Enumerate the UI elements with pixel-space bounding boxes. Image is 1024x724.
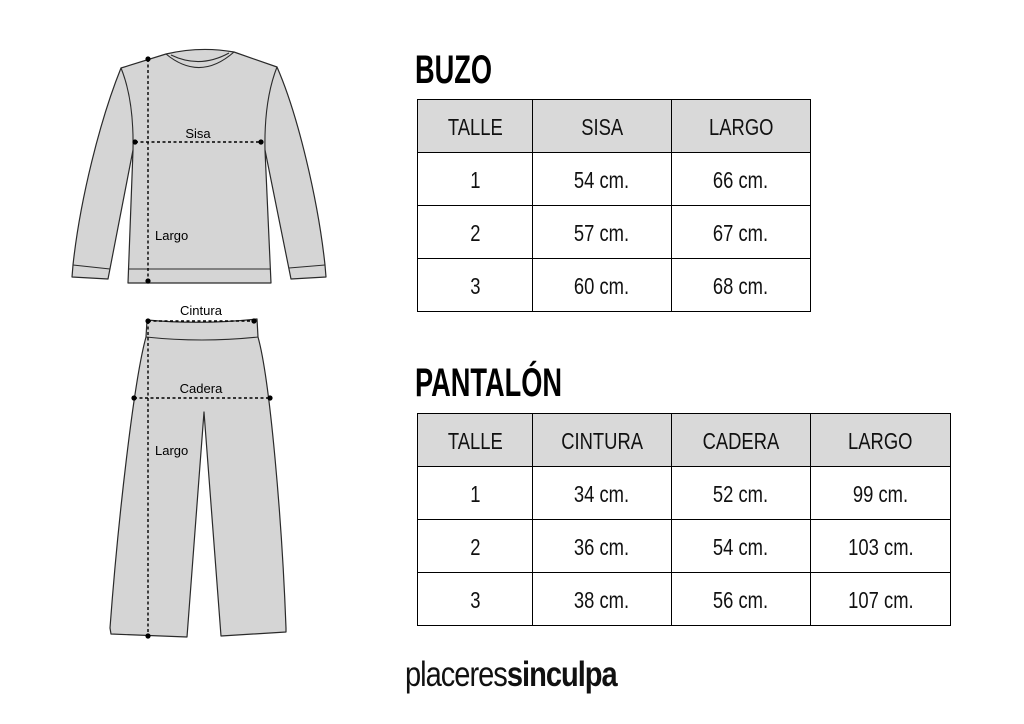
sweater-illustration (72, 49, 326, 283)
cell-value: 1 (469, 167, 481, 193)
cell-value: 54 cm. (713, 534, 769, 560)
cell-value: 36 cm. (574, 534, 630, 560)
table-cell-cintura (533, 520, 672, 573)
table-cell-talle (418, 206, 533, 259)
table-cell-sisa (533, 259, 672, 312)
garment-diagrams (0, 0, 360, 660)
table-cell-largo (811, 573, 951, 626)
table-cell-cadera (672, 467, 811, 520)
table-cell-sisa (533, 153, 672, 206)
measure-dot (132, 139, 137, 144)
logo-bold-text: sinculpa (506, 655, 617, 694)
table-cell-talle (418, 259, 533, 312)
table-cell-sisa (533, 206, 672, 259)
sweater-silhouette (72, 49, 326, 283)
cell-value: 3 (469, 587, 481, 613)
measure-dot (258, 139, 263, 144)
measure-dot (145, 318, 150, 323)
cadera-label: Cadera (179, 381, 223, 396)
header-cell-cadera (672, 414, 811, 467)
table-cell-largo (811, 520, 951, 573)
table-cell-talle (418, 520, 533, 573)
table-cell-talle (418, 467, 533, 520)
table-cell-cintura (533, 573, 672, 626)
cell-value: 34 cm. (574, 481, 630, 507)
header-cell-sisa (533, 100, 672, 153)
header-label: SISA (581, 114, 623, 140)
cell-value: 52 cm. (713, 481, 769, 507)
header-label: LARGO (708, 114, 774, 140)
header-label: TALLE (447, 428, 503, 454)
cintura-label: Cintura (180, 303, 222, 318)
brand-logo (405, 657, 617, 692)
measure-dot (131, 395, 136, 400)
cell-value: 68 cm. (713, 273, 769, 299)
cell-value: 99 cm. (852, 481, 909, 507)
cell-value: 60 cm. (574, 273, 630, 299)
pants-silhouette (110, 319, 286, 637)
table-cell-cadera (672, 573, 811, 626)
cell-value: 38 cm. (574, 587, 630, 613)
measure-dot (145, 56, 150, 61)
cell-value: 103 cm. (847, 534, 914, 560)
cell-value: 56 cm. (713, 587, 769, 613)
cell-value: 2 (469, 220, 481, 246)
cell-value: 1 (469, 481, 481, 507)
sweater-largo-label: Largo (155, 228, 189, 243)
header-cell-talle (418, 100, 533, 153)
pants-illustration (110, 303, 286, 639)
buzo-title: BUZO (415, 48, 493, 92)
header-cell-largo (811, 414, 951, 467)
cell-value: 3 (469, 273, 481, 299)
table-cell-talle (418, 153, 533, 206)
table-cell-cadera (672, 520, 811, 573)
header-cell-cintura (533, 414, 672, 467)
measure-dot (145, 633, 150, 638)
measure-dot (267, 395, 272, 400)
table-cell-largo (672, 153, 811, 206)
measure-dot (145, 278, 150, 283)
header-label: CINTURA (561, 428, 643, 454)
header-cell-talle (418, 414, 533, 467)
table-cell-largo (811, 467, 951, 520)
cell-value: 54 cm. (574, 167, 630, 193)
header-cell-largo (672, 100, 811, 153)
logo-light-text: placeres (405, 655, 507, 694)
header-label: LARGO (848, 428, 913, 454)
table-cell-talle (418, 573, 533, 626)
pants-largo-label: Largo (155, 443, 189, 458)
pantalon-title: PANTALÓN (415, 361, 563, 405)
table-cell-cintura (533, 467, 672, 520)
measure-dot (251, 318, 256, 323)
table-cell-largo (672, 259, 811, 312)
header-label: TALLE (447, 114, 503, 140)
table-cell-largo (672, 206, 811, 259)
pantalon-size-table (417, 413, 951, 626)
cell-value: 67 cm. (713, 220, 769, 246)
sisa-label: Sisa (185, 126, 211, 141)
cell-value: 66 cm. (713, 167, 769, 193)
cell-value: 57 cm. (574, 220, 630, 246)
header-label: CADERA (702, 428, 780, 454)
cell-value: 2 (469, 534, 481, 560)
cell-value: 107 cm. (847, 587, 914, 613)
buzo-size-table (417, 99, 811, 312)
